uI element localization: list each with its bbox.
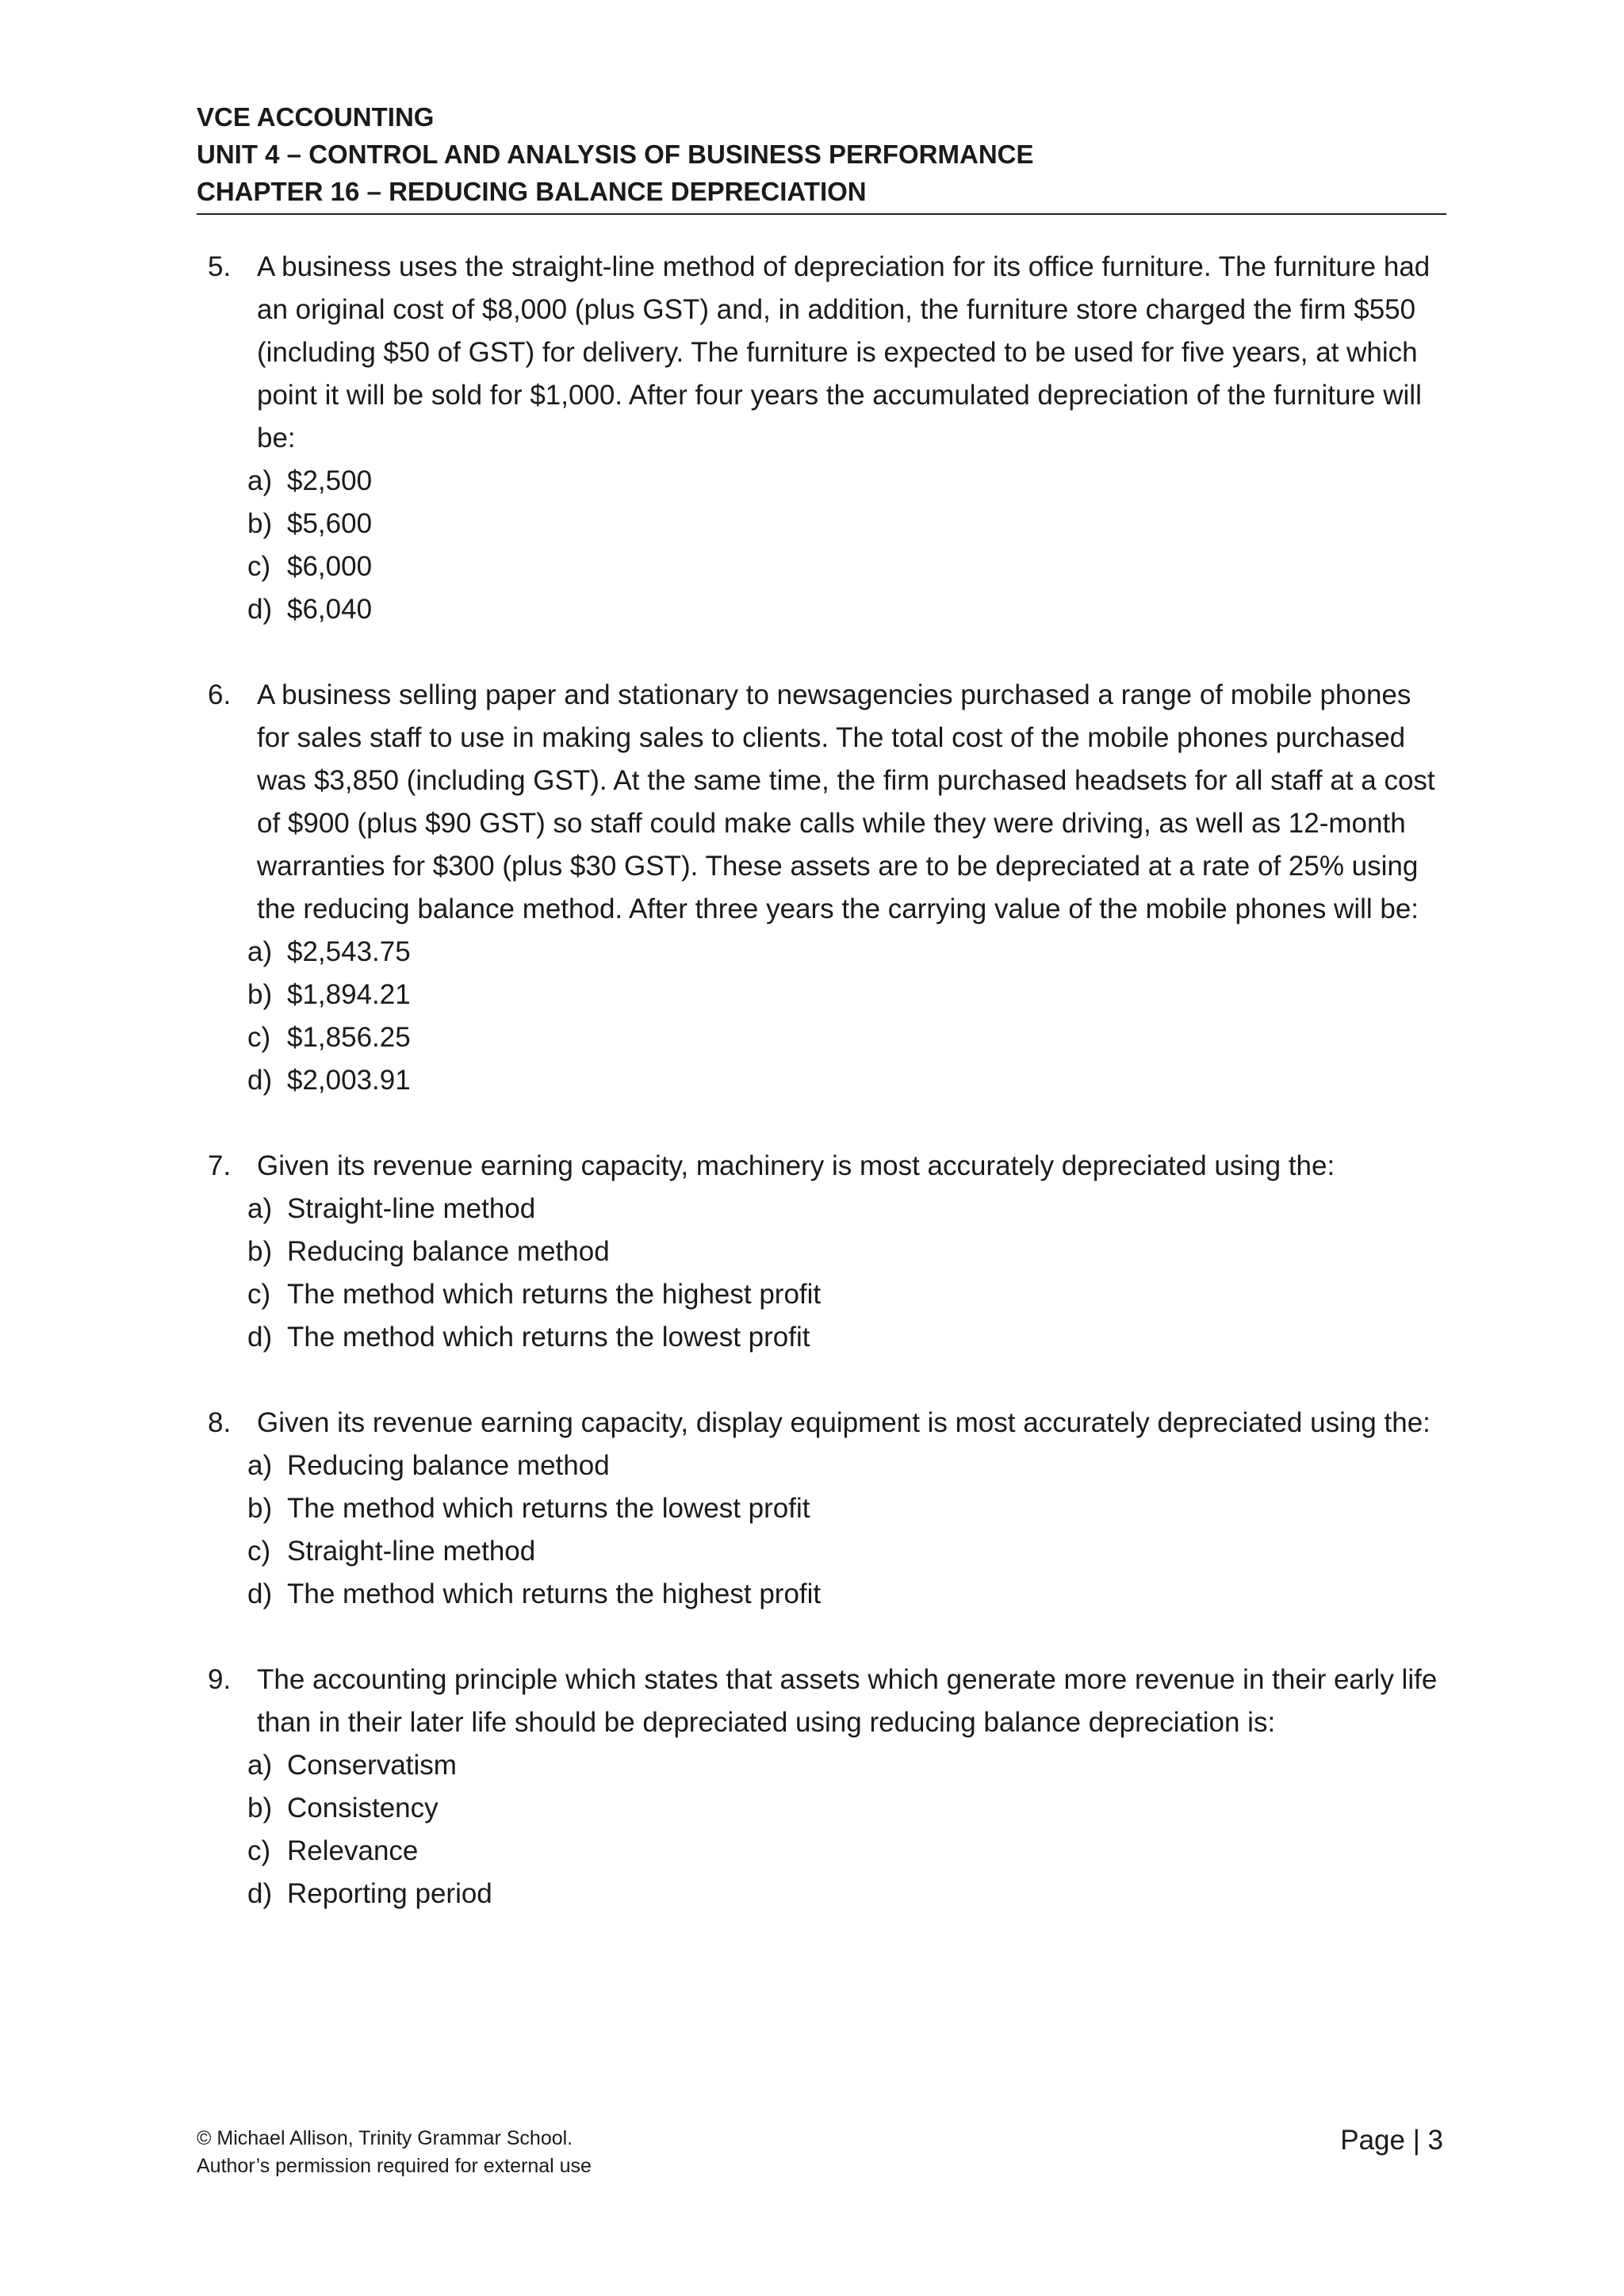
answer-options (247, 1744, 1450, 1915)
permission-notice: Author’s permission required for external use (197, 2155, 592, 2177)
question-text: Given its revenue earning capacity, display equipment is most accurately depreciated using the: (257, 1407, 1431, 1438)
option-text: $5,600 (287, 508, 373, 539)
option-letter: a) (247, 936, 273, 967)
option-letter: c) (247, 1279, 271, 1310)
question-list (197, 246, 1450, 1958)
option-d (247, 1873, 1450, 1915)
answer-options (247, 460, 1450, 631)
option-letter: d) (247, 1578, 273, 1609)
option-c (247, 1830, 1450, 1873)
question-text: The accounting principle which states that assets which generate more revenue in their early life than in their later life should be depreciated using reducing balance depreciation is: (257, 1664, 1438, 1738)
question-number: 7. (208, 1150, 232, 1181)
option-text: Reducing balance method (287, 1236, 610, 1267)
option-text: $6,040 (287, 594, 373, 625)
question-6 (197, 674, 1450, 1102)
option-letter: b) (247, 1236, 273, 1267)
option-c (247, 545, 1450, 588)
question-5 (197, 246, 1450, 631)
option-a (247, 1445, 1450, 1487)
option-text: Straight-line method (287, 1536, 536, 1567)
option-text: $2,003.91 (287, 1065, 411, 1096)
question-number: 6. (208, 679, 232, 710)
question-8 (197, 1402, 1450, 1616)
question-number: 8. (208, 1407, 232, 1438)
option-text: The method which returns the highest profit (287, 1578, 822, 1609)
option-letter: a) (247, 465, 273, 496)
copyright-notice: © Michael Allison, Trinity Grammar School. (197, 2127, 573, 2149)
option-a (247, 1188, 1450, 1230)
option-letter: c) (247, 551, 271, 582)
option-letter: b) (247, 1793, 273, 1823)
header-chapter: CHAPTER 16 – REDUCING BALANCE DEPRECIATION (197, 177, 867, 206)
option-letter: a) (247, 1193, 273, 1224)
footer-copyright-block (197, 2125, 592, 2180)
page-number: Page | 3 (1340, 2125, 1443, 2156)
option-a (247, 931, 1450, 974)
option-letter: c) (247, 1022, 271, 1053)
option-text: Reducing balance method (287, 1450, 610, 1481)
option-letter: d) (247, 1322, 273, 1353)
option-b (247, 1487, 1450, 1530)
option-letter: b) (247, 979, 273, 1010)
option-text: $6,000 (287, 551, 373, 582)
option-c (247, 1016, 1450, 1059)
option-b (247, 1787, 1450, 1830)
question-number: 9. (208, 1664, 232, 1695)
option-letter: d) (247, 1065, 273, 1096)
option-letter: b) (247, 508, 273, 539)
question-number: 5. (208, 251, 232, 282)
option-text: Reporting period (287, 1878, 492, 1909)
option-b (247, 974, 1450, 1016)
option-b (247, 503, 1450, 545)
header-subject: VCE ACCOUNTING (197, 102, 435, 132)
option-letter: a) (247, 1750, 273, 1781)
question-text: Given its revenue earning capacity, machinery is most accurately depreciated using the: (257, 1150, 1335, 1181)
option-text: The method which returns the highest profit (287, 1279, 822, 1310)
question-7 (197, 1145, 1450, 1359)
option-letter: c) (247, 1536, 271, 1567)
option-a (247, 460, 1450, 503)
option-text: $2,500 (287, 465, 373, 496)
option-letter: a) (247, 1450, 273, 1481)
option-c (247, 1273, 1450, 1316)
option-d (247, 1316, 1450, 1359)
option-text: $1,856.25 (287, 1022, 411, 1053)
question-text: A business uses the straight-line method of depreciation for its office furniture. The furniture had an original cost of $8,000 (plus GST) and, in addition, the furniture store charged the firm $550 (including $50 of GST) for delivery. The furniture is expected to be used for five years, at which point it will be sold for $1,000. After four years the accumulated depreciation of the furniture will be: (257, 251, 1431, 453)
answer-options (247, 1188, 1450, 1359)
option-a (247, 1744, 1450, 1787)
option-d (247, 588, 1450, 631)
option-text: The method which returns the lowest profit (287, 1322, 810, 1353)
option-text: $2,543.75 (287, 936, 411, 967)
option-text: Conservatism (287, 1750, 457, 1781)
option-text: Consistency (287, 1793, 439, 1823)
option-d (247, 1573, 1450, 1616)
question-9 (197, 1659, 1450, 1915)
answer-options (247, 931, 1450, 1102)
option-b (247, 1230, 1450, 1273)
option-text: Straight-line method (287, 1193, 536, 1224)
answer-options (247, 1445, 1450, 1616)
option-text: The method which returns the lowest profit (287, 1493, 810, 1524)
option-d (247, 1059, 1450, 1102)
option-text: $1,894.21 (287, 979, 411, 1010)
option-letter: d) (247, 1878, 273, 1909)
option-text: Relevance (287, 1835, 419, 1866)
question-text: A business selling paper and stationary to newsagencies purchased a range of mobile phones for sales staff to use in making sales to clients. The total cost of the mobile phones purchased was $3,850 (including GST). At the same time, the firm purchased headsets for all staff at a cost of $900 (plus $90 GST) so staff could make calls while they were driving, as well as 12-month warranties for $300 (plus $30 GST). These assets are to be depreciated at a rate of 25% using the reducing balance method. After three years the carrying value of the mobile phones will be: (257, 679, 1435, 924)
header-unit: UNIT 4 – CONTROL AND ANALYSIS OF BUSINESS PERFORMANCE (197, 140, 1034, 169)
option-letter: d) (247, 594, 273, 625)
option-c (247, 1530, 1450, 1573)
option-letter: c) (247, 1835, 271, 1866)
option-letter: b) (247, 1493, 273, 1524)
page-header (197, 98, 1446, 215)
